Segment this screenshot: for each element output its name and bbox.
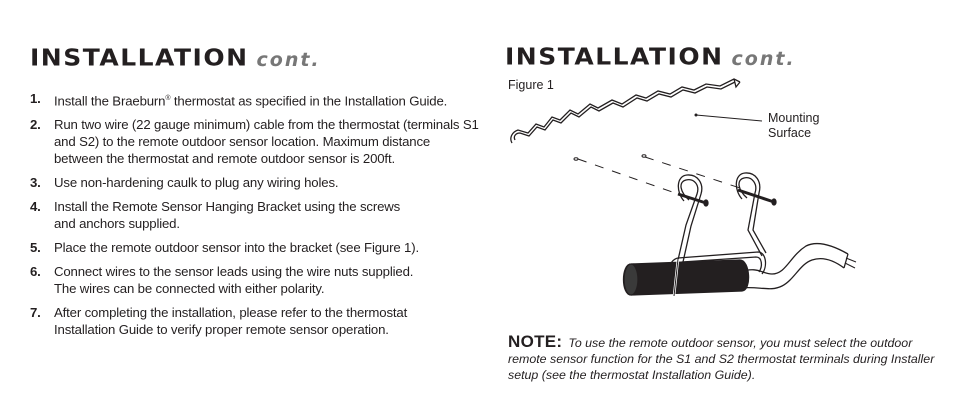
step-item [30, 263, 480, 297]
heading-suffix: cont. [731, 48, 796, 70]
mounting-label-line: Mounting [768, 111, 820, 125]
page-title [30, 36, 321, 74]
step-text-part: thermostat as specified in the Installation Guide. [170, 93, 448, 109]
step-item [30, 116, 480, 167]
step-text: Place the remote outdoor sensor into the bracket (see Figure 1). [54, 240, 419, 256]
step-item [30, 239, 480, 256]
step-number: 2. [30, 117, 41, 133]
heading-suffix: cont. [256, 49, 321, 71]
step-number: 5. [30, 240, 41, 256]
mounting-label-line: Surface [768, 126, 812, 140]
registered-mark: ® [165, 95, 171, 102]
sensor-body [624, 260, 749, 295]
step-text: Run two wire (22 gauge minimum) cable from the thermostat (terminals S1 and S2) to the remote outdoor sensor location. Maximum distance between the thermostat and remote outdoor sensor is 200ft. [54, 117, 479, 167]
note-text: To use the remote outdoor sensor, you must select the outdoor remote sensor function for the S1 and S2 thermostat terminals during Installer setup (see the thermostat Installation Guide). [508, 336, 935, 382]
installation-steps [30, 90, 480, 338]
figure-label: Figure 1 [508, 78, 554, 92]
note-block [508, 334, 938, 383]
heading-text: INSTALLATION [30, 44, 249, 71]
anchor-hole [574, 158, 578, 160]
cable-end [844, 254, 848, 268]
bracket-hook [739, 178, 762, 256]
step-number: 6. [30, 264, 41, 280]
step-item [30, 198, 480, 232]
step-number: 7. [30, 305, 41, 321]
step-number: 1. [30, 91, 41, 106]
leader-line [696, 115, 762, 121]
step-text: Install the Remote Sensor Hanging Bracket using the screws and anchors supplied. [54, 199, 401, 232]
step-item [30, 304, 480, 338]
heading-text: INSTALLATION [505, 43, 724, 70]
step-number: 4. [30, 199, 41, 215]
anchor-hole [642, 155, 646, 157]
mounting-surface-label [768, 111, 819, 141]
alignment-line [645, 157, 740, 188]
alignment-line [578, 159, 678, 194]
step-number: 3. [30, 175, 41, 191]
step-text: Use non-hardening caulk to plug any wiring holes. [54, 175, 339, 191]
sensor-cable [740, 259, 844, 289]
bracket-hook [678, 180, 698, 260]
step-item [30, 174, 480, 191]
step-item [30, 90, 480, 109]
note-label: NOTE: [508, 332, 563, 351]
sensor-end-cap [624, 264, 638, 295]
step-text: Connect wires to the sensor leads using the wire nuts supplied. The wires can be connected with either polarity. [54, 264, 414, 297]
step-text [54, 90, 480, 109]
step-text: After completing the installation, please refer to the thermostat Installation Guide to verify proper remote sensor operation. [54, 305, 408, 338]
step-text-part: Install the Braeburn [54, 93, 166, 109]
sensor-bracket-illustration [500, 60, 870, 310]
sensor-cable [740, 244, 848, 274]
